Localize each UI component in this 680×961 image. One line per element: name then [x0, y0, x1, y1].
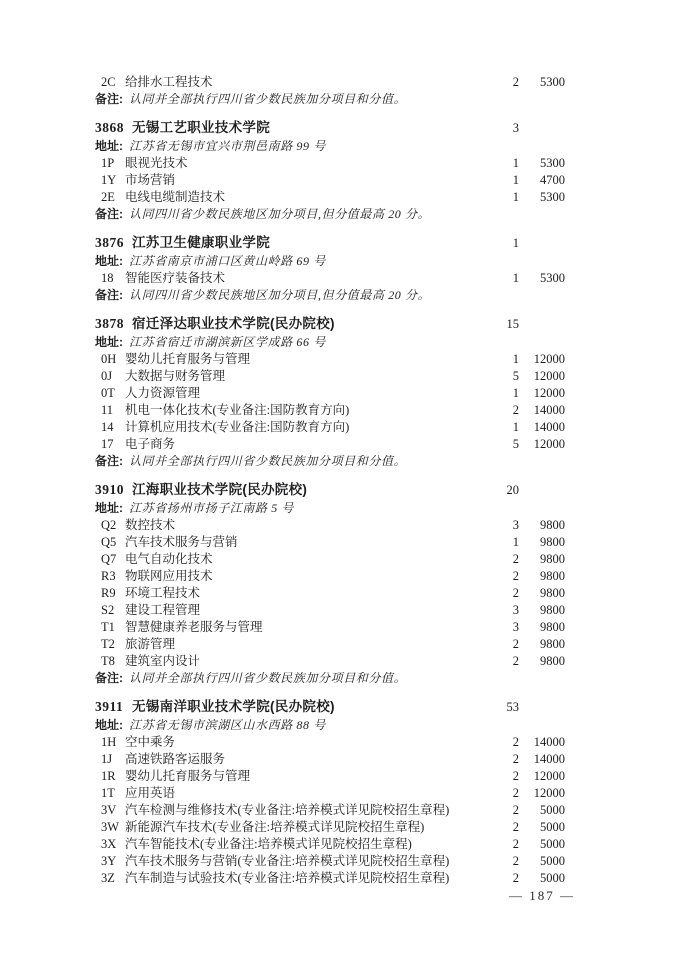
major-row — [95, 551, 565, 568]
major-row — [95, 385, 565, 402]
address-text: 江苏省扬州市扬子江南路 5 号 — [129, 501, 295, 515]
major-row — [95, 602, 565, 619]
major-count: 1 — [512, 420, 519, 434]
school-section — [95, 697, 565, 887]
major-fee: 9800 — [540, 586, 565, 600]
school-header-row — [95, 697, 565, 717]
major-code: T1 — [101, 620, 115, 634]
major-count: 1 — [512, 173, 519, 187]
address-text: 江苏省宿迁市湖滨新区学成路 66 号 — [129, 335, 326, 349]
major-fee: 5000 — [540, 820, 565, 834]
major-name: 电线电缆制造技术 — [125, 190, 226, 204]
major-code: 3V — [101, 803, 117, 817]
major-name: 数控技术 — [125, 518, 176, 532]
major-fee: 12000 — [533, 786, 565, 800]
major-fee: 9800 — [540, 620, 565, 634]
major-name: 建筑室内设计 — [125, 654, 201, 668]
major-count: 1 — [512, 190, 519, 204]
school-list — [95, 74, 565, 887]
school-header-row — [95, 233, 565, 253]
major-row — [95, 74, 565, 91]
major-row — [95, 653, 565, 670]
major-name: 汽车技术服务与营销(专业备注:培养模式详见院校招生章程) — [125, 854, 450, 868]
major-code: 3Y — [101, 854, 117, 868]
school-section — [95, 233, 565, 304]
major-count: 2 — [512, 654, 519, 668]
major-count: 2 — [512, 75, 519, 89]
major-row — [95, 734, 565, 751]
major-code: 3X — [101, 837, 117, 851]
address-row — [95, 334, 565, 351]
major-fee: 12000 — [533, 369, 565, 383]
major-fee: 9800 — [540, 535, 565, 549]
major-name: 汽车检测与维修技术(专业备注:培养模式详见院校招生章程) — [125, 803, 450, 817]
school-header-row — [95, 118, 565, 138]
remark-row — [95, 206, 565, 223]
major-count: 2 — [512, 871, 519, 885]
major-fee: 9800 — [540, 518, 565, 532]
major-fee: 12000 — [533, 437, 565, 451]
major-count: 3 — [512, 603, 519, 617]
major-code: 1T — [101, 786, 115, 800]
major-count: 5 — [512, 437, 519, 451]
major-name: 大数据与财务管理 — [125, 369, 226, 383]
address-row — [95, 138, 565, 155]
major-row — [95, 585, 565, 602]
school-code: 3910 — [95, 482, 124, 497]
school-total-count: 1 — [512, 236, 519, 250]
major-count: 2 — [512, 854, 519, 868]
major-row — [95, 636, 565, 653]
major-fee: 5300 — [540, 190, 565, 204]
major-count: 2 — [512, 752, 519, 766]
major-code: 1P — [101, 156, 115, 170]
address-row — [95, 717, 565, 734]
major-count: 2 — [512, 403, 519, 417]
remark-label: 备注: — [95, 92, 123, 106]
major-count: 3 — [512, 518, 519, 532]
major-name: 市场营销 — [125, 173, 176, 187]
page-number: — 187 — — [509, 888, 575, 903]
address-text: 江苏省无锡市宜兴市荆邑南路 99 号 — [129, 139, 326, 153]
major-count: 3 — [512, 620, 519, 634]
address-row — [95, 500, 565, 517]
major-fee: 5000 — [540, 837, 565, 851]
major-name: 婴幼儿托育服务与管理 — [125, 352, 251, 366]
school-total-count: 15 — [506, 317, 519, 331]
major-row — [95, 351, 565, 368]
major-fee: 5300 — [540, 156, 565, 170]
major-count: 1 — [512, 386, 519, 400]
school-code: 3868 — [95, 120, 124, 135]
major-code: 3W — [101, 820, 120, 834]
address-label: 地址: — [95, 718, 123, 732]
remark-text: 认同四川省少数民族地区加分项目,但分值最高 20 分。 — [129, 288, 431, 302]
address-label: 地址: — [95, 254, 123, 268]
major-code: 1R — [101, 769, 116, 783]
major-row — [95, 768, 565, 785]
major-fee: 9800 — [540, 637, 565, 651]
major-count: 2 — [512, 735, 519, 749]
major-name: 计算机应用技术(专业备注:国防教育方向) — [125, 420, 350, 434]
major-count: 2 — [512, 837, 519, 851]
major-name: 建设工程管理 — [125, 603, 201, 617]
major-fee: 9800 — [540, 569, 565, 583]
major-count: 2 — [512, 552, 519, 566]
remark-label: 备注: — [95, 454, 123, 468]
major-fee: 14000 — [533, 420, 565, 434]
major-code: Q5 — [101, 535, 117, 549]
major-count: 1 — [512, 535, 519, 549]
major-count: 1 — [512, 271, 519, 285]
remark-label: 备注: — [95, 288, 123, 302]
major-row — [95, 819, 565, 836]
major-fee: 14000 — [533, 752, 565, 766]
major-code: Q7 — [101, 552, 117, 566]
major-count: 2 — [512, 786, 519, 800]
major-row — [95, 853, 565, 870]
major-row — [95, 368, 565, 385]
major-row — [95, 155, 565, 172]
major-fee: 12000 — [533, 352, 565, 366]
school-section — [95, 118, 565, 223]
major-fee: 5300 — [540, 75, 565, 89]
major-name: 电气自动化技术 — [125, 552, 213, 566]
major-row — [95, 836, 565, 853]
school-name: 江海职业技术学院(民办院校) — [132, 482, 308, 497]
major-code: 0T — [101, 386, 115, 400]
major-code: 1J — [101, 752, 113, 766]
major-row — [95, 870, 565, 887]
school-name: 江苏卫生健康职业学院 — [132, 235, 270, 250]
major-code: S2 — [101, 603, 115, 617]
school-section — [95, 74, 565, 108]
major-fee: 9800 — [540, 603, 565, 617]
major-fee: 9800 — [540, 654, 565, 668]
major-count: 5 — [512, 369, 519, 383]
major-code: T2 — [101, 637, 115, 651]
major-name: 环境工程技术 — [125, 586, 201, 600]
major-name: 旅游管理 — [125, 637, 176, 651]
major-count: 2 — [512, 569, 519, 583]
major-code: 2C — [101, 75, 116, 89]
major-code: T8 — [101, 654, 115, 668]
remark-row — [95, 91, 565, 108]
major-code: R9 — [101, 586, 116, 600]
major-count: 2 — [512, 637, 519, 651]
major-code: 2E — [101, 190, 115, 204]
major-row — [95, 270, 565, 287]
school-total-count: 53 — [506, 700, 519, 714]
address-text: 江苏省无锡市滨湖区山水西路 88 号 — [129, 718, 326, 732]
address-row — [95, 253, 565, 270]
major-name: 汽车制造与试验技术(专业备注:培养模式详见院校招生章程) — [125, 871, 450, 885]
major-name: 新能源汽车技术(专业备注:培养模式详见院校招生章程) — [125, 820, 425, 834]
major-count: 1 — [512, 352, 519, 366]
major-name: 应用英语 — [125, 786, 176, 800]
address-label: 地址: — [95, 139, 123, 153]
major-count: 1 — [512, 156, 519, 170]
major-name: 智慧健康养老服务与管理 — [125, 620, 263, 634]
major-row — [95, 172, 565, 189]
major-row — [95, 189, 565, 206]
major-row — [95, 534, 565, 551]
remark-label: 备注: — [95, 671, 123, 685]
school-code: 3876 — [95, 235, 124, 250]
major-code: 0H — [101, 352, 117, 366]
major-name: 机电一体化技术(专业备注:国防教育方向) — [125, 403, 350, 417]
major-fee: 9800 — [540, 552, 565, 566]
major-fee: 14000 — [533, 735, 565, 749]
major-code: 17 — [101, 437, 114, 451]
school-name: 无锡南洋职业技术学院(民办院校) — [132, 699, 335, 714]
major-name: 汽车技术服务与营销 — [125, 535, 238, 549]
major-name: 给排水工程技术 — [125, 75, 213, 89]
major-name: 婴幼儿托育服务与管理 — [125, 769, 251, 783]
address-label: 地址: — [95, 335, 123, 349]
major-count: 2 — [512, 586, 519, 600]
major-fee: 12000 — [533, 386, 565, 400]
school-section — [95, 480, 565, 687]
major-row — [95, 785, 565, 802]
school-code: 3911 — [95, 699, 124, 714]
major-fee: 4700 — [540, 173, 565, 187]
school-total-count: 20 — [506, 483, 519, 497]
address-text: 江苏省南京市浦口区黄山岭路 69 号 — [129, 254, 326, 268]
major-code: 3Z — [101, 871, 115, 885]
major-row — [95, 619, 565, 636]
major-row — [95, 751, 565, 768]
remark-row — [95, 453, 565, 470]
major-name: 空中乘务 — [125, 735, 176, 749]
major-row — [95, 402, 565, 419]
major-code: 11 — [101, 403, 114, 417]
major-fee: 5000 — [540, 871, 565, 885]
remark-text: 认同并全部执行四川省少数民族加分项目和分值。 — [129, 92, 407, 106]
major-name: 人力资源管理 — [125, 386, 201, 400]
major-fee: 5000 — [540, 854, 565, 868]
remark-row — [95, 670, 565, 687]
school-name: 宿迁泽达职业技术学院(民办院校) — [132, 316, 335, 331]
major-row — [95, 419, 565, 436]
major-code: 1H — [101, 735, 117, 749]
school-total-count: 3 — [512, 121, 519, 135]
major-name: 物联网应用技术 — [125, 569, 213, 583]
major-row — [95, 436, 565, 453]
remark-row — [95, 287, 565, 304]
major-count: 2 — [512, 820, 519, 834]
major-row — [95, 802, 565, 819]
major-code: R3 — [101, 569, 116, 583]
school-name: 无锡工艺职业技术学院 — [132, 120, 270, 135]
major-name: 高速铁路客运服务 — [125, 752, 226, 766]
major-row — [95, 568, 565, 585]
remark-text: 认同并全部执行四川省少数民族加分项目和分值。 — [129, 454, 407, 468]
major-row — [95, 517, 565, 534]
address-label: 地址: — [95, 501, 123, 515]
remark-text: 认同并全部执行四川省少数民族加分项目和分值。 — [129, 671, 407, 685]
major-code: 1Y — [101, 173, 117, 187]
major-code: 18 — [101, 271, 114, 285]
school-header-row — [95, 314, 565, 334]
major-count: 2 — [512, 803, 519, 817]
major-fee: 5300 — [540, 271, 565, 285]
school-section — [95, 314, 565, 470]
school-header-row — [95, 480, 565, 500]
major-fee: 5000 — [540, 803, 565, 817]
major-code: 14 — [101, 420, 114, 434]
major-name: 智能医疗装备技术 — [125, 271, 226, 285]
major-name: 电子商务 — [125, 437, 176, 451]
major-code: 0J — [101, 369, 113, 383]
major-name: 汽车智能技术(专业备注:培养模式详见院校招生章程) — [125, 837, 412, 851]
major-name: 眼视光技术 — [125, 156, 188, 170]
major-code: Q2 — [101, 518, 117, 532]
remark-text: 认同四川省少数民族地区加分项目,但分值最高 20 分。 — [129, 207, 431, 221]
school-code: 3878 — [95, 316, 124, 331]
remark-label: 备注: — [95, 207, 123, 221]
major-count: 2 — [512, 769, 519, 783]
major-fee: 12000 — [533, 769, 565, 783]
major-fee: 14000 — [533, 403, 565, 417]
